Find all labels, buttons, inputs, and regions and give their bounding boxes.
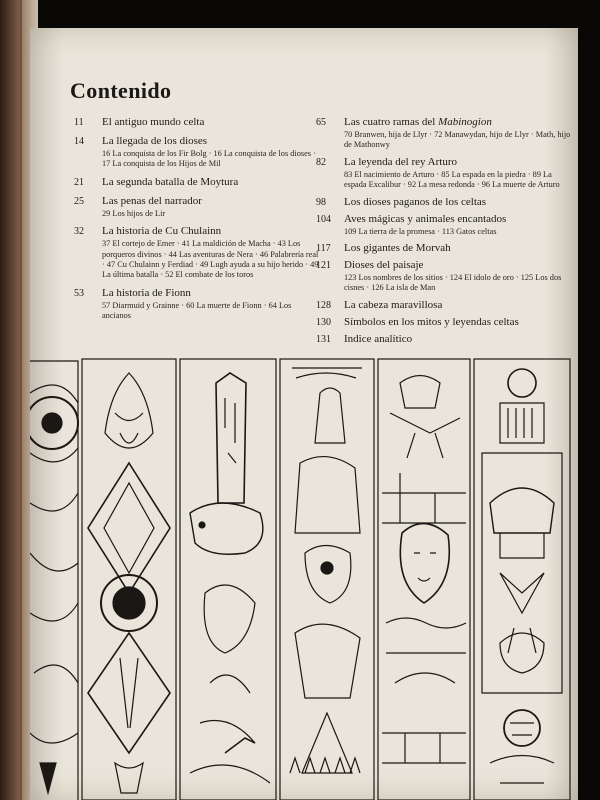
toc-entry-title: La leyenda del rey Arturo xyxy=(344,155,458,168)
toc-entry-title: Aves mágicas y animales encantados xyxy=(344,212,507,225)
toc-entry-title: La llegada de los dioses xyxy=(102,135,208,147)
toc-entry-title: La segunda batalla de Moytura xyxy=(102,175,239,188)
toc-entry-title: Las penas del narrador xyxy=(102,194,202,207)
toc-page-number: 53 xyxy=(74,287,84,299)
toc-page-number: 117 xyxy=(316,243,331,255)
toc-entry-title: Los gigantes de Morvah xyxy=(344,242,451,255)
toc-entry-subsections: 83 El nacimiento de Arturo · 85 La espada en la piedra · 89 La espada Excalibur · 92 La mesa redonda · 96 La muerte de Arturo xyxy=(344,169,560,190)
toc-entry-title xyxy=(344,116,574,129)
toc-page-number: 25 xyxy=(74,195,84,207)
toc-entry xyxy=(316,333,574,346)
panel-idol-house-cauldron xyxy=(474,359,570,800)
page-title: Contenido xyxy=(70,78,172,103)
toc-page-number: 82 xyxy=(316,156,326,168)
toc-entry-title: Símbolos en los mitos y leyendas celtas xyxy=(344,315,519,328)
toc-page-number: 21 xyxy=(74,176,84,188)
toc-entry-subsections: 29 Los hijos de Lir xyxy=(102,208,166,218)
toc-page-number: 98 xyxy=(316,196,326,208)
toc-entry xyxy=(316,242,574,255)
toc-entry-subsections: 37 El cortejo de Emer · 41 La maldición de Macha · 43 Los porqueros divinos · 44 Las aventuras de Nera · 46 Palabrería real · 47 Cu Chulainn y Ferdiad · 49 Lugh ayuda a su hijo herido · 49 La última batalla · 52 El combate de los toros xyxy=(102,239,319,280)
toc-page-number: 121 xyxy=(316,260,331,272)
toc-entry xyxy=(316,316,574,329)
toc-page-number: 130 xyxy=(316,316,331,328)
toc-page-number: 32 xyxy=(74,226,84,238)
toc-entry xyxy=(316,116,574,151)
toc-entry-title: La historia de Cu Chulainn xyxy=(102,225,222,238)
toc-page-number: 131 xyxy=(316,333,331,345)
panel-rider-stone-head xyxy=(378,359,470,800)
toc-entry xyxy=(316,299,574,312)
toc-entry xyxy=(74,195,322,219)
toc-entry xyxy=(74,176,322,189)
toc-column-left xyxy=(74,116,322,326)
toc-page-number: 104 xyxy=(316,213,331,225)
celtic-illustration-panels xyxy=(30,353,578,800)
toc-entry xyxy=(74,225,322,281)
toc-entry-title: Dioses del paisaje xyxy=(344,259,424,272)
panel-giant-warriors xyxy=(280,359,374,800)
toc-entry xyxy=(74,135,322,170)
toc-page-number: 14 xyxy=(74,136,84,147)
toc-entry-title: La historia de Fionn xyxy=(102,286,191,299)
toc-entry xyxy=(74,287,322,322)
toc-entry-subsections: 57 Diarmuid y Grainne · 60 La muerte de Fionn · 64 Los ancianos xyxy=(102,300,292,321)
toc-title-text: Las cuatro ramas del xyxy=(344,116,439,128)
toc-page-number: 11 xyxy=(74,117,84,128)
toc-page-number: 128 xyxy=(316,299,331,311)
toc-entry-subsections: 109 La tierra de la promesa · 113 Gatos celtas xyxy=(344,226,497,236)
toc-entry xyxy=(316,196,574,209)
toc-entry xyxy=(316,213,574,237)
toc-entry-title: Los dioses paganos de los celtas xyxy=(344,195,487,208)
panel-standing-stone-boar xyxy=(180,359,276,800)
toc-page-number: 65 xyxy=(316,117,326,128)
toc-title-italic: Mabinogion xyxy=(438,116,492,128)
toc-entry-subsections: 70 Branwen, hija de Llyr · 72 Manawydan, hijo de Llyr · Math, hijo de Mathonwy xyxy=(344,130,571,150)
panel-eye-face xyxy=(30,361,78,800)
toc-column-right xyxy=(316,116,574,350)
toc-entry-subsections: 123 Los nombres de los sitios · 124 El idolo de oro · 125 Los dos cisnes · 126 La isla de Man xyxy=(344,273,562,293)
toc-entry-title: Indice analítico xyxy=(344,332,413,345)
toc-entry-subsections: 16 La conquista de los Fir Bolg · 16 La conquista de los dioses · 17 La conquista de los Hijos de Mil xyxy=(102,149,316,169)
book-page xyxy=(30,28,578,800)
toc-entry-title: El antiguo mundo celta xyxy=(102,116,205,128)
toc-entry-title: La cabeza maravillosa xyxy=(344,298,443,311)
toc-entry xyxy=(316,259,574,294)
toc-entry xyxy=(74,116,322,129)
toc-entry xyxy=(316,156,574,191)
panel-druid-knotwork xyxy=(82,359,176,800)
